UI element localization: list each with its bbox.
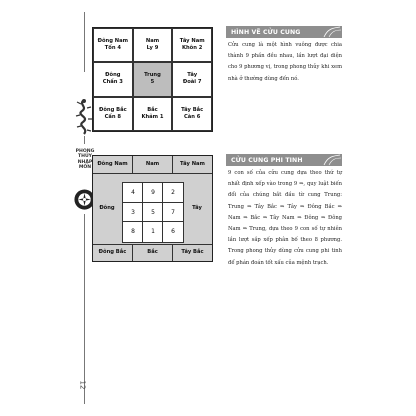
cell-direction: Đông Nam <box>97 38 129 45</box>
star-number-cell: 6 <box>162 221 184 243</box>
grid-label-southwest: Tây Nam <box>180 161 205 167</box>
cell-direction: Tây Nam <box>179 38 205 45</box>
corner-ornament-icon <box>320 26 342 38</box>
grid-label-northwest: Tây Bắc <box>181 249 204 255</box>
cell-trigram: Khôn 2 <box>181 45 203 52</box>
section-body: 9 con số của cửu cung dựa theo thứ tự nhất định xếp vào trong 9 ⇒, quy luật biến đổi của chúng bắt đầu từ cung Trung: Trung ⇒ Tây Bắc ⇒ Tây ⇒ Đông Bắc ⇒ Nam ⇒ Bắc ⇒ Tây Nam ⇒ Đông ⇒ Đông Nam ⇒ Trung, dựa theo 9 con số tự nhiên lần lượt sắp xếp phân bố theo 8 phương. Trong phong thủy dùng cửu cung phi tinh để phán đoán tốt xấu của mệnh trạch. <box>228 170 342 266</box>
grid-label-north: Bắc <box>147 249 158 255</box>
corner-ornament-icon <box>320 154 342 166</box>
side-title-line: MÔN <box>78 165 92 171</box>
star-number-cell: 8 <box>122 221 144 243</box>
grid-cell <box>133 28 173 62</box>
cell-direction: Trung <box>144 72 161 79</box>
section-body: Cửu cung là một hình vuông được chia thành 9 phần đều nhau, lần lượt đại diện cho 9 phương vị, trong phong thủy khi xem nhà ở thường dùng đến nó. <box>228 42 342 82</box>
flying-star-grid <box>92 155 213 262</box>
cell-direction: Tây Bắc <box>181 106 204 113</box>
star-number-cell: 1 <box>142 221 164 243</box>
ornament-line-bottom <box>84 214 85 404</box>
star-number-cell: 3 <box>122 202 144 224</box>
star-number-cell: 2 <box>162 182 184 204</box>
section-title: CỬU CUNG PHI TINH <box>231 156 303 164</box>
side-title-line: NHẬP <box>77 159 93 165</box>
grid-label-northeast: Đông Bắc <box>98 249 127 255</box>
grid-cell <box>133 97 173 131</box>
nine-palace-grid <box>92 27 213 132</box>
side-title-line: THỦY <box>77 154 93 160</box>
cell-trigram: Cấn 8 <box>104 113 122 120</box>
grid-cell <box>93 28 133 62</box>
cell-direction: Tây <box>187 72 198 79</box>
cell-trigram: Đoài 7 <box>182 79 202 86</box>
star-number-cell: 9 <box>142 182 164 204</box>
grid-label-west: Tây <box>192 205 202 211</box>
ornament-line-top <box>84 12 85 72</box>
cell-trigram: Tốn 4 <box>104 45 121 52</box>
grid-label-southeast: Đông Nam <box>97 161 128 167</box>
star-number-cell: 5 <box>142 202 164 224</box>
cell-direction: Đông Bắc <box>99 106 127 113</box>
grid-cell <box>172 97 212 131</box>
cell-trigram: Khảm 1 <box>141 113 164 120</box>
side-title-line: PHONG <box>75 149 95 154</box>
ornament-line-mid <box>84 136 85 144</box>
grid-cell <box>93 97 133 131</box>
cell-direction: Đông <box>105 72 121 79</box>
section-title: HÌNH VẼ CỬU CUNG <box>231 28 301 36</box>
grid-cell <box>93 62 133 96</box>
grid-label-east: Đông <box>99 205 115 211</box>
cell-trigram: Chấn 3 <box>102 79 123 86</box>
star-number-cell: 4 <box>122 182 144 204</box>
cell-trigram: 5 <box>150 79 155 86</box>
cell-trigram: Càn 6 <box>183 113 201 120</box>
cell-direction: Bắc <box>147 106 158 113</box>
grid-cell <box>172 62 212 96</box>
cell-direction: Nam <box>145 38 160 45</box>
page-number: 12 <box>78 380 87 390</box>
star-number-cell: 7 <box>162 202 184 224</box>
grid-cell <box>133 62 173 96</box>
grid-cell <box>172 28 212 62</box>
grid-label-south: Nam <box>145 161 160 167</box>
cell-trigram: Ly 9 <box>146 45 159 52</box>
